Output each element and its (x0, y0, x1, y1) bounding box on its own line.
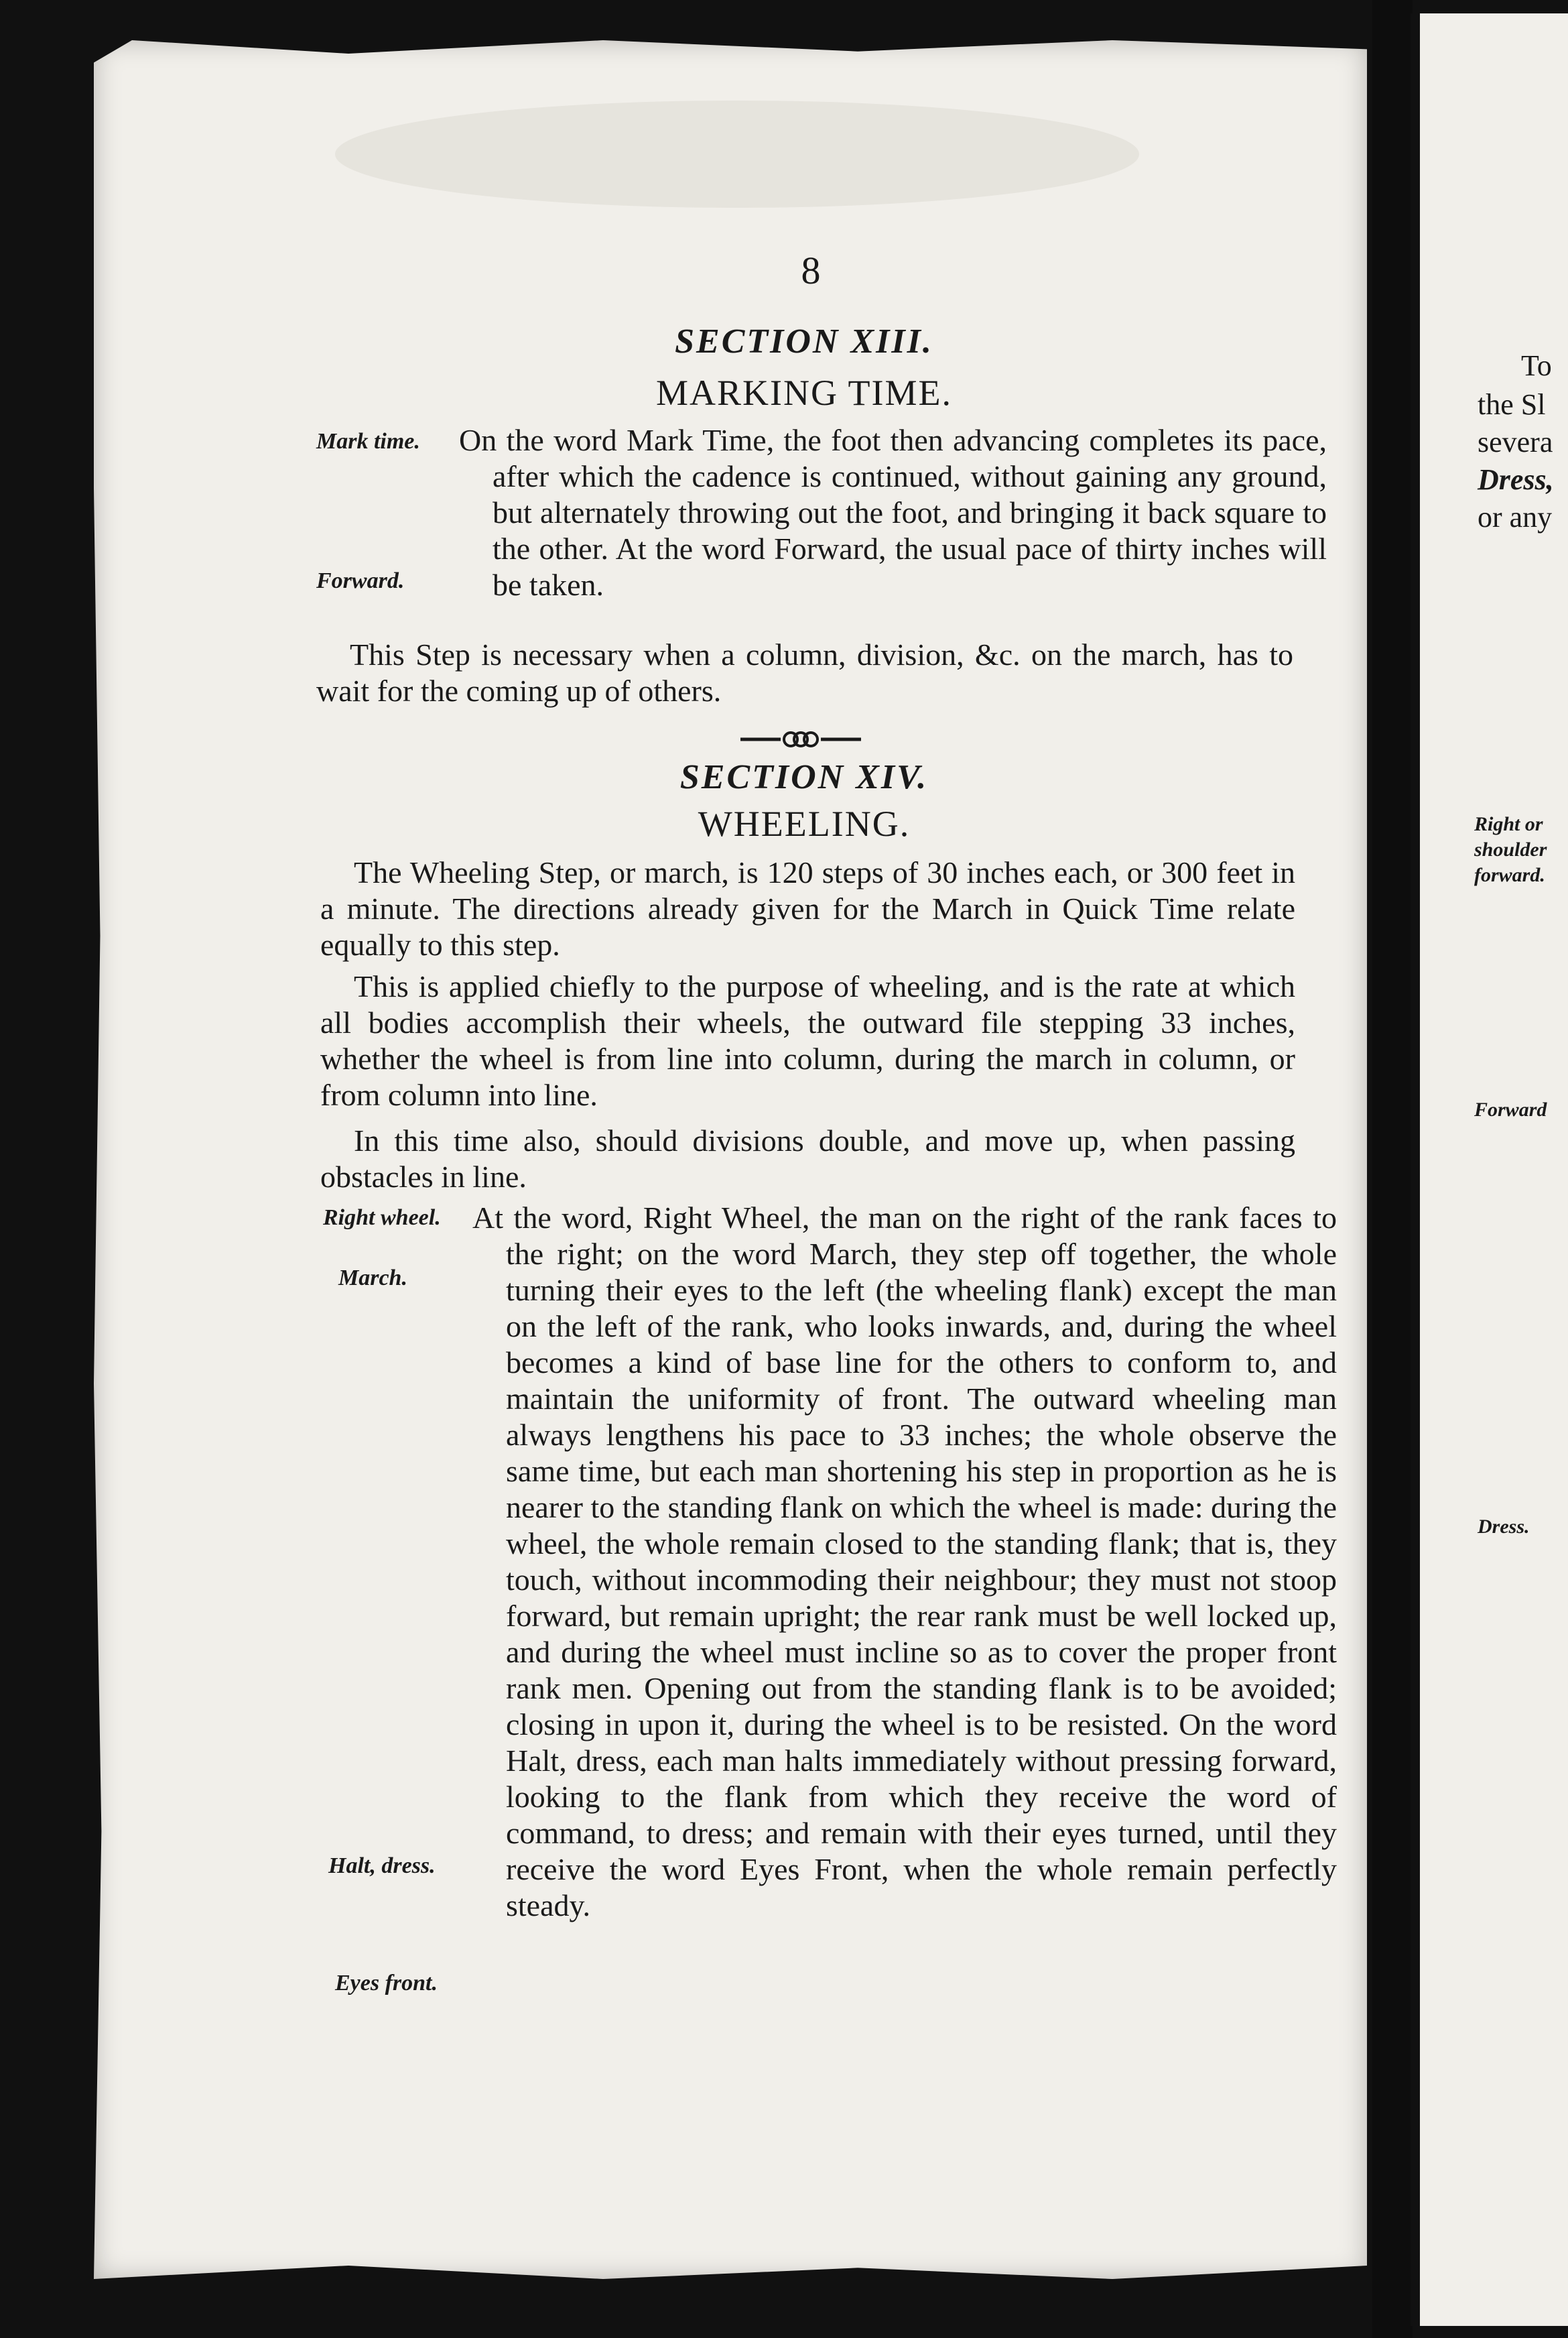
section-xiii-paragraph-1: On the word Mark Time, the foot then advancing completes its pace, after which the cadence is continued, without gaining any ground, but alternately throwing out the foot, and bringing it back square to the other. At the word Forward, the usual pace of thirty inches will be taken. (459, 423, 1327, 602)
section-xiv-title: SECTION XIV. (679, 758, 929, 796)
section-xiv-paragraph-1: The Wheeling Step, or march, is 120 steps of 30 inches each, or 300 feet in a minute. The directions already given for the March in Quick Time relate equally to this step. (320, 855, 1295, 962)
facing-note-right-or: Right or (1474, 813, 1543, 835)
margin-note-eyes-front: Eyes front. (335, 1971, 438, 1995)
facing-note-forward-dot: forward. (1474, 864, 1545, 886)
facing-note-dress: Dress. (1478, 1516, 1530, 1538)
facing-line-2: the Sl (1478, 388, 1546, 421)
book-gutter (1372, 0, 1413, 2338)
section-xiii-subtitle: MARKING TIME. (656, 373, 952, 413)
section-xiii-title: SECTION XIII. (675, 322, 933, 361)
section-xiv-paragraph-3: In this time also, should divisions double, and move up, when passing obstacles in line. (320, 1123, 1295, 1194)
section-xiv-paragraph-4: At the word, Right Wheel, the man on the right of the rank faces to the right; on the word March, they step off together, the whole turning their eyes to the left (the wheeling flank) except the man on the left of the rank, who looks inwards, and, during the wheel becomes a kind of base line for the others to conform to, and maintain the uniformity of front. The outward wheeling man always lengthens his pace to 33 inches; the whole observe the same time, but each man shortening his step in proportion as he is nearer to the standing flank on which the wheel is made: during the wheel, the whole remain closed to the standing flank; that is, they touch, without incommoding their neighbour; they must not stoop forward, but remain upright; the rear rank must be well locked up, and during the wheel must incline so as to cover the proper front rank men. Opening out from the standing flank is to be avoided; closing in upon it, during the wheel is to be resisted. On the word Halt, dress, each man halts immediately without pressing forward, looking to the flank from which they receive the word of command, to dress; and remain with their eyes turned, until they receive the word Eyes Front, when the whole remain perfectly steady. (472, 1201, 1337, 1922)
facing-line-3: severa (1478, 426, 1553, 458)
margin-note-right-wheel: Right wheel. (323, 1205, 441, 1230)
facing-line-5: or any (1478, 501, 1553, 534)
margin-note-forward: Forward. (316, 568, 405, 593)
facing-line-4: Dress, (1478, 463, 1554, 496)
margin-note-march: March. (338, 1266, 407, 1290)
margin-note-halt-dress: Halt, dress. (328, 1853, 436, 1878)
margin-note-mark-time: Mark time. (316, 429, 420, 454)
page-number: 8 (801, 249, 821, 292)
section-divider-ornament (737, 723, 864, 756)
section-xiii-paragraph-2: This Step is necessary when a column, division, &c. on the march, has to wait for the coming up of others. (316, 637, 1293, 708)
facing-line-1: To (1521, 349, 1552, 382)
facing-note-forward: Forward (1474, 1099, 1547, 1121)
facing-note-shoulder: shoulder (1474, 839, 1547, 861)
paper-stain (335, 101, 1139, 208)
section-xiv-paragraph-2: This is applied chiefly to the purpose of wheeling, and is the rate at which all bodies accomplish their wheels, the outward file stepping 33 inches, whether the wheel is from line into column, during the march in column, or from column into line. (320, 969, 1295, 1112)
section-xiv-subtitle: WHEELING. (698, 804, 911, 844)
